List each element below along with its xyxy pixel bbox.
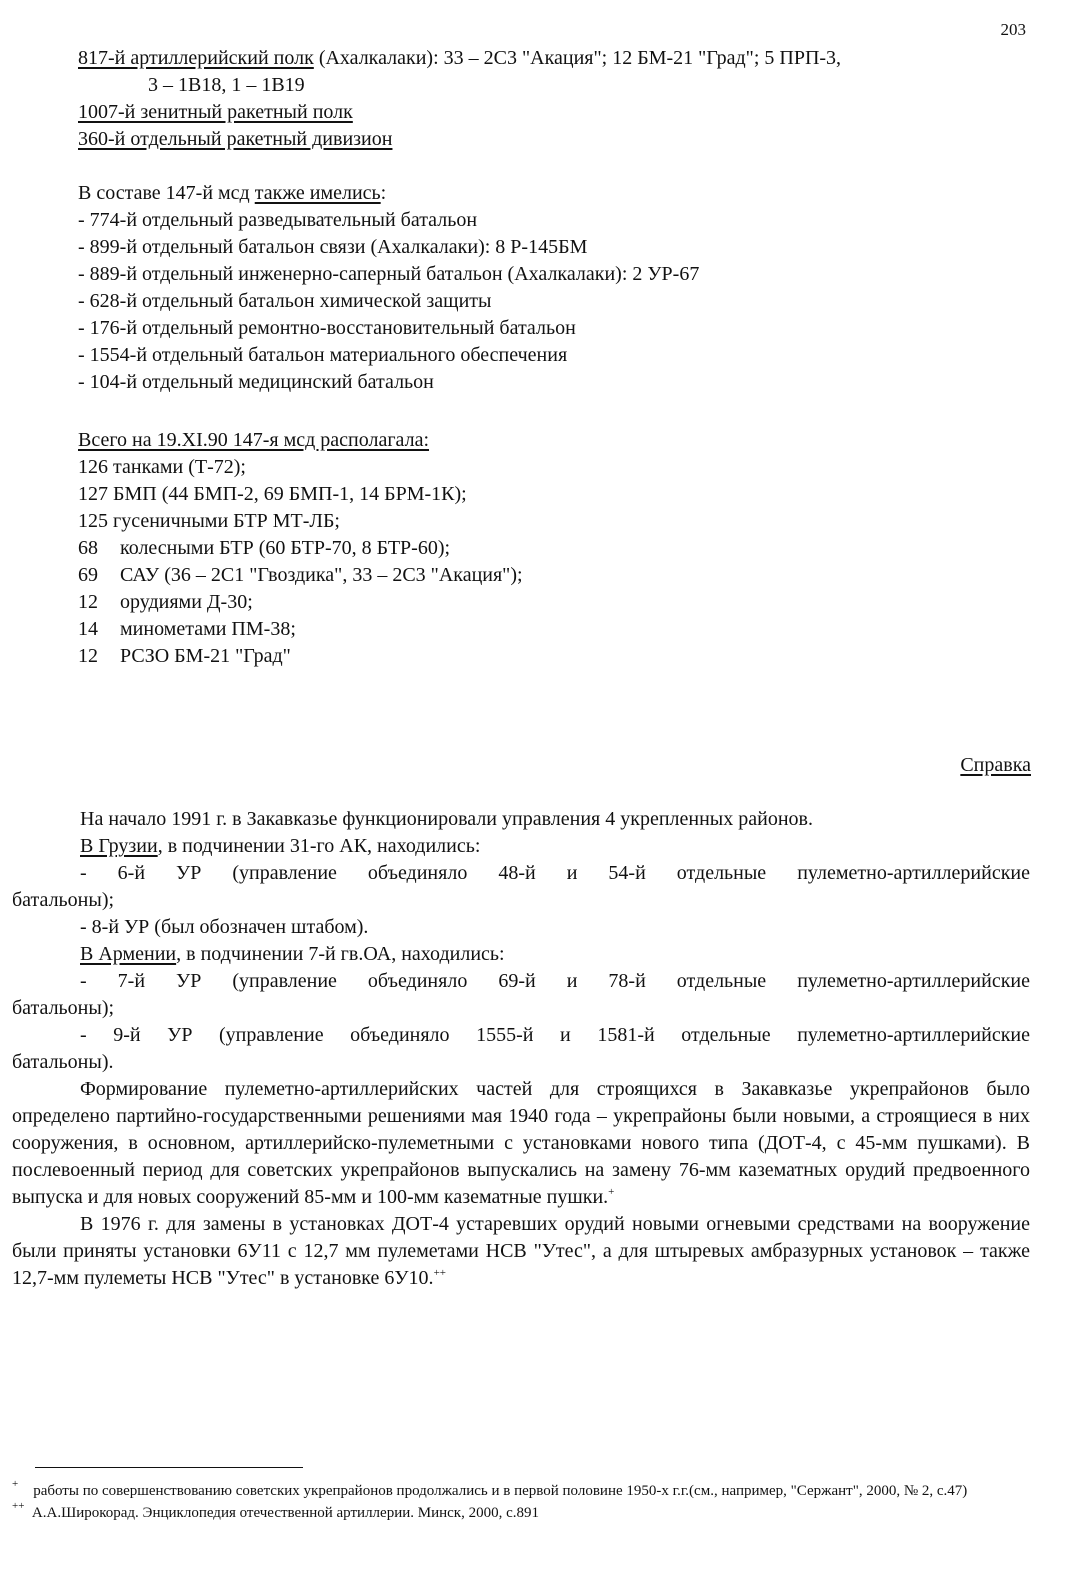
totals-heading: Всего на 19.XI.90 147-я мсд располагала: bbox=[78, 429, 430, 451]
paragraph: - 6-й УР (управление объединяло 48-й и 54-й отдельные пулеметно-артиллерийские bbox=[80, 862, 1030, 884]
unit-detail: 3 – 1В18, 1 – 1В19 bbox=[148, 74, 305, 96]
unit-name: 1007-й зенитный ракетный полк bbox=[78, 101, 353, 123]
page-number: 203 bbox=[1000, 20, 1026, 39]
footnote: ++ А.А.Широкорад. Энциклопедия отечественной артиллерии. Минск, 2000, с.891 bbox=[12, 1500, 539, 1521]
paragraph: На начало 1991 г. в Закавказье функционировали управления 4 укрепленных районов. bbox=[80, 808, 813, 830]
list-item: 126 танками (Т-72); bbox=[78, 456, 246, 478]
list-item: - 774-й отдельный разведывательный батальон bbox=[78, 209, 478, 231]
unit-line bbox=[78, 72, 841, 99]
paragraph: В Грузии, в подчинении 31-го АК, находились: bbox=[80, 835, 481, 857]
list-item: - 889-й отдельный инженерно-саперный батальон (Ахалкалаки): 2 УР-67 bbox=[78, 263, 700, 285]
reference-title: Справка bbox=[960, 754, 1031, 776]
composition-intro: В составе 147-й мсд также имелись: bbox=[78, 182, 387, 204]
footnotes bbox=[12, 1480, 1034, 1524]
list-item: - 1554-й отдельный батальон материального обеспечения bbox=[78, 344, 568, 366]
units-list bbox=[78, 45, 841, 153]
unit-name: 817-й артиллерийский полк bbox=[78, 47, 314, 69]
unit-line bbox=[78, 126, 841, 153]
paragraph: - 8-й УР (был обозначен штабом). bbox=[80, 916, 369, 938]
list-item: 68 колесными БТР (60 БТР-70, 8 БТР-60); bbox=[78, 537, 451, 559]
composition-list bbox=[78, 180, 699, 396]
list-item: 14 минометами ПМ-38; bbox=[78, 618, 296, 640]
paragraph: В Армении, в подчинении 7-й гв.ОА, находились: bbox=[80, 943, 505, 965]
totals-list bbox=[78, 427, 523, 670]
list-item: - 628-й отдельный батальон химической защиты bbox=[78, 290, 492, 312]
unit-line bbox=[78, 99, 841, 126]
paragraph: Формирование пулеметно-артиллерийских частей для строящихся в Закавказье укрепрайонов было определено партийно-государственными решениями мая 1940 года – укрепрайоны были новыми, а строящиеся в них сооружения, в основном, артиллерийско-пулеметными с установками нового типа (ДОТ-4, с 45-мм пушками). В послевоенный период для советских укрепрайонов выпускались на замену 76-мм казематных орудий предвоенного выпуска и для новых сооружений 85-мм и 100-мм казематные пушки.+ bbox=[12, 1078, 1030, 1208]
unit-detail: (Ахалкалаки): 33 – 2С3 "Акация"; 12 БМ-21 "Град"; 5 ПРП-3, bbox=[313, 47, 842, 69]
footnote-separator bbox=[35, 1467, 303, 1468]
reference-body bbox=[12, 806, 1030, 1292]
list-item: 12 орудиями Д-30; bbox=[78, 591, 253, 613]
list-item: 125 гусеничными БТР МТ-ЛБ; bbox=[78, 510, 340, 532]
paragraph: - 7-й УР (управление объединяло 69-й и 78-й отдельные пулеметно-артиллерийские bbox=[80, 970, 1030, 992]
list-item: 12 РСЗО БМ-21 "Град" bbox=[78, 645, 291, 667]
paragraph: батальоны). bbox=[12, 1051, 114, 1073]
paragraph: В 1976 г. для замены в установках ДОТ-4 устаревших орудий новыми огневыми средствами на вооружение были приняты установки 6У11 с 12,7 мм пулеметами НСВ "Утес", а для штыревых амбразурных установок – также 12,7-мм пулеметы НСВ "Утес" в установке 6У10.++ bbox=[12, 1213, 1030, 1289]
footnote: + работы по совершенствованию советских укрепрайонов продолжались и в первой половине 1950-х г.г.(см., например, "Сержант", 2000, № 2, с.47) bbox=[12, 1478, 968, 1499]
paragraph: - 9-й УР (управление объединяло 1555-й и 1581-й отдельные пулеметно-артиллерийские bbox=[80, 1024, 1030, 1046]
list-item: - 176-й отдельный ремонтно-восстановительный батальон bbox=[78, 317, 576, 339]
list-item: - 104-й отдельный медицинский батальон bbox=[78, 371, 434, 393]
paragraph: батальоны); bbox=[12, 997, 115, 1019]
list-item: - 899-й отдельный батальон связи (Ахалкалаки): 8 Р-145БМ bbox=[78, 236, 588, 258]
list-item: 127 БМП (44 БМП-2, 69 БМП-1, 14 БРМ-1К); bbox=[78, 483, 467, 505]
unit-line bbox=[78, 45, 841, 72]
list-item: 69 САУ (36 – 2С1 "Гвоздика", 33 – 2С3 "Акация"); bbox=[78, 564, 523, 586]
paragraph: батальоны); bbox=[12, 889, 115, 911]
unit-name: 360-й отдельный ракетный дивизион bbox=[78, 128, 393, 150]
